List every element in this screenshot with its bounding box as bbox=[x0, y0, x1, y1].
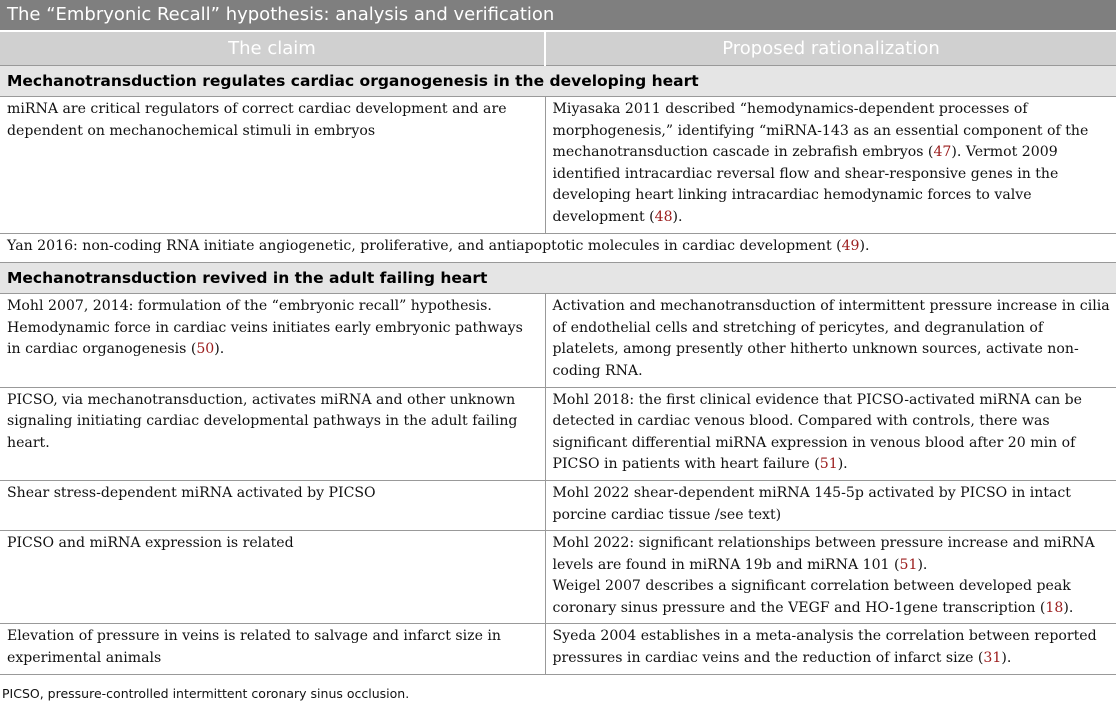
cell-text: Syeda 2004 establishes in a meta-analysis the correlation between reported pressures in cardiac veins and the reduction of infarct size ( bbox=[552, 628, 1097, 667]
column-header-rationalization: Proposed rationalization bbox=[545, 31, 1116, 66]
section-heading: Mechanotransduction revived in the adult failing heart bbox=[0, 263, 1116, 294]
hypothesis-table bbox=[0, 30, 1116, 675]
cell-text: Mohl 2022: significant relationships between pressure increase and miRNA levels are found in miRNA 19b and miRNA 101 ( bbox=[552, 535, 1095, 573]
citation-link[interactable]: 31 bbox=[983, 650, 1002, 667]
table-row bbox=[0, 531, 1116, 624]
table-body bbox=[0, 66, 1116, 675]
cell-text: ). bbox=[859, 237, 870, 254]
table-footnote: PICSO, pressure-controlled intermittent coronary sinus occlusion. bbox=[2, 685, 410, 701]
section-heading-row bbox=[0, 263, 1116, 294]
section-heading-row bbox=[0, 66, 1116, 97]
table-title: The “Embryonic Recall” hypothesis: analysis and verification bbox=[0, 0, 1116, 30]
citation-link[interactable]: 51 bbox=[899, 556, 918, 573]
table-row bbox=[0, 624, 1116, 674]
rationalization-cell bbox=[545, 480, 1116, 530]
cell-text: ). Vermot 2009 identified intracardiac reversal flow and shear-responsive genes in the developing heart linking intracardiac hemodynamic forces to valve development ( bbox=[552, 144, 1059, 225]
citation-link[interactable]: 18 bbox=[1045, 599, 1064, 616]
claim-cell: Elevation of pressure in veins is related to salvage and infarct size in experimental animals bbox=[0, 624, 545, 674]
cell-text: ). bbox=[214, 341, 225, 358]
column-header-claim: The claim bbox=[0, 31, 545, 66]
cell-text: Mohl 2022 shear-dependent miRNA 145-5p activated by PICSO in intact porcine cardiac tissue /see text) bbox=[552, 484, 1071, 523]
rationalization-cell bbox=[545, 387, 1116, 480]
column-header-row bbox=[0, 31, 1116, 66]
rationalization-cell bbox=[545, 294, 1116, 387]
citation-link[interactable]: 48 bbox=[654, 208, 673, 225]
section-heading: Mechanotransduction regulates cardiac organogenesis in the developing heart bbox=[0, 66, 1116, 97]
rationalization-cell bbox=[545, 624, 1116, 674]
full-width-cell bbox=[0, 233, 1116, 263]
cell-text: ). bbox=[837, 456, 848, 473]
citation-link[interactable]: 49 bbox=[841, 237, 860, 254]
cell-text: ). bbox=[1063, 599, 1074, 616]
cell-text: ). bbox=[1001, 650, 1012, 667]
claim-cell bbox=[0, 294, 545, 387]
cell-text: Miyasaka 2011 described “hemodynamics-dependent processes of morphogenesis,” identifying “miRNA-143 as an essential component of the mechanotransduction cascade in zebrafish embryos ( bbox=[552, 101, 1089, 161]
table-row bbox=[0, 387, 1116, 480]
claim-cell: miRNA are critical regulators of correct cardiac development and are dependent on mechanochemical stimuli in embryos bbox=[0, 97, 545, 234]
claim-cell: PICSO and miRNA expression is related bbox=[0, 531, 545, 624]
cell-text: Mohl 2018: the first clinical evidence that PICSO-activated miRNA can be detected in cardiac venous blood. Compared with controls, there was significant differential miRNA expression in venous blood after 20 min of PICSO in patients with heart failure ( bbox=[552, 391, 1083, 473]
cell-text: Yan 2016: non-coding RNA initiate angiogenetic, proliferative, and antiapoptotic molecules in cardiac development ( bbox=[7, 237, 842, 254]
rationalization-cell bbox=[545, 531, 1116, 624]
cell-text: Mohl 2007, 2014: formulation of the “embryonic recall” hypothesis. Hemodynamic force in cardiac veins initiates early embryonic pathways in cardiac organogenesis ( bbox=[7, 298, 523, 358]
table-row bbox=[0, 480, 1116, 530]
citation-link[interactable]: 51 bbox=[819, 456, 838, 473]
claim-cell: Shear stress-dependent miRNA activated by PICSO bbox=[0, 480, 545, 530]
cell-text: Weigel 2007 describes a significant correlation between developed peak coronary sinus pressure and the VEGF and HO-1gene transcription ( bbox=[552, 578, 1071, 616]
table-row bbox=[0, 294, 1116, 387]
table-row bbox=[0, 97, 1116, 234]
citation-link[interactable]: 47 bbox=[933, 144, 952, 161]
rationalization-cell bbox=[545, 97, 1116, 234]
table-row-full-width bbox=[0, 233, 1116, 263]
claim-cell: PICSO, via mechanotransduction, activates miRNA and other unknown signaling initiating cardiac developmental pathways in the adult failing heart. bbox=[0, 387, 545, 480]
cell-text: ). bbox=[917, 556, 928, 573]
cell-text: Activation and mechanotransduction of intermittent pressure increase in cilia of endothelial cells and stretching of pericytes, and degranulation of platelets, among presently other hitherto unknown sources, activate non-coding RNA. bbox=[552, 298, 1110, 379]
cell-text: ). bbox=[672, 208, 683, 225]
citation-link[interactable]: 50 bbox=[196, 341, 215, 358]
